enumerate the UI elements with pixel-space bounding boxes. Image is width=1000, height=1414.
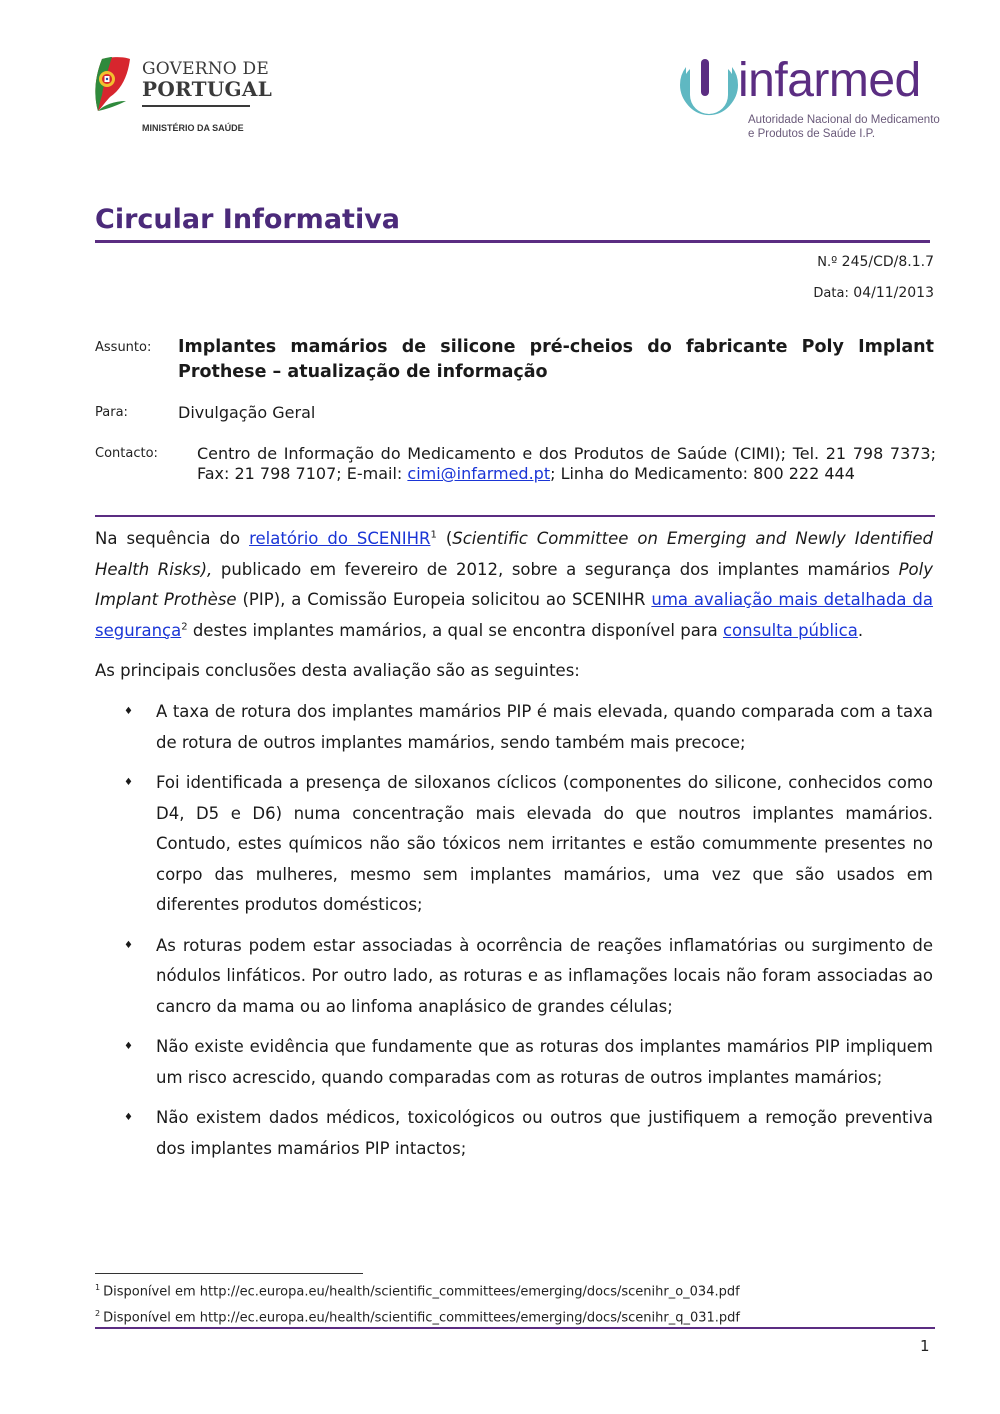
list-item-text: Foi identificada a presença de siloxanos cíclicos (componentes do silicone, conhecidos como D4, D5 e D6) numa concentração mais elevada do que noutros implantes mamários. Contudo, estes químicos não são tóxicos nem irritantes e estão comummente presentes no corpo das mulheres, mesmo sem implantes mamários, uma vez que são usados em diferentes produtos domésticos; [156,773,933,914]
list-item-text: Não existe evidência que fundamente que as roturas dos implantes mamários PIP impliquem um risco acrescido, quando comparadas com as roturas de outros implantes mamários; [156,1037,933,1087]
public-consultation-link[interactable]: consulta pública [722,620,858,640]
infarmed-subtitle-line2: e Produtos de Saúde I.P. [748,128,876,140]
document-number [817,254,934,270]
diamond-bullet-icon: ♦ [124,939,133,951]
infarmed-wordmark: infarmed [738,54,921,107]
diamond-bullet-icon: ♦ [124,1041,133,1052]
list-item [120,697,933,758]
intro-text: publicado em fevereiro de 2012, sobre a segurança dos implantes mamários [212,559,899,579]
footnote-divider [95,1273,363,1274]
para-label: Para: [95,405,128,420]
footnote-number: 1 [95,1283,101,1292]
para-value: Divulgação Geral [178,403,316,422]
footnote-ref-2[interactable]: 2 [181,621,188,632]
footnote-text: Disponível em http://ec.europa.eu/health/scientific_committees/emerging/docs/scenihr_q_031.pdf [103,1310,740,1326]
header-section-divider [95,515,935,517]
intro-text: ( [436,529,453,548]
gov-logo-line1: GOVERNO DE [142,59,269,79]
infarmed-power-mark-icon [676,55,742,121]
list-item [120,768,933,921]
footnote-1 [95,1283,740,1299]
footnote-2 [95,1309,740,1325]
conclusions-list [120,697,933,1174]
title-divider [95,240,930,243]
intro-text: . [857,620,864,640]
date-label: Data: [813,286,849,301]
number-label: N.º [817,255,838,270]
contacto-label: Contacto: [95,446,158,461]
infarmed-subtitle-line1: Autoridade Nacional do Medicamento [748,114,940,126]
footer-divider [95,1327,935,1329]
intro-paragraph [95,524,933,646]
contacto-value [197,444,936,484]
diamond-bullet-icon: ♦ [124,706,133,717]
diamond-bullet-icon: ♦ [124,777,133,788]
intro-text: (PIP), a Comissão Europeia solicitou ao SCENIHR [236,590,652,609]
detailed-evaluation-link[interactable]: uma avaliação mais detalhada da segurança [95,590,934,640]
assunto-label: Assunto: [95,340,152,355]
footnote-text: Disponível em http://ec.europa.eu/health/scientific_committees/emerging/docs/scenihr_o_034.pdf [103,1284,740,1300]
pip-full-name: Poly Implant Prothèse [95,559,933,609]
assunto-value: Implantes mamários de silicone pré-cheios do fabricante Poly Implant Prothese – atualização de informação [178,337,934,382]
list-item-text: A taxa de rotura dos implantes mamários PIP é mais elevada, quando comparada com a taxa de rotura de outros implantes mamários, sendo também mais precoce; [156,702,933,752]
page-title: Circular Informativa [95,204,401,235]
date-value: 04/11/2013 [853,285,934,301]
scenihr-report-link[interactable]: relatório do SCENIHR [249,529,431,548]
list-item [120,1032,933,1093]
list-item-text: Não existem dados médicos, toxicológicos ou outros que justifiquem a remoção preventiva dos implantes mamários PIP intactos; [156,1108,933,1158]
number-value: 245/CD/8.1.7 [841,254,934,270]
contacto-prefix: Centro de Informação do Medicamento e dos Produtos de Saúde (CIMI); Tel. 21 798 7373; Fax: 21 798 7107; E-mail: [197,444,936,483]
intro-text: Na sequência do [95,529,250,548]
gov-logo-line2: PORTUGAL [142,77,273,101]
portugal-emblem-icon [92,55,132,113]
diamond-bullet-icon: ♦ [124,1112,133,1123]
scenihr-full-name: Scientific Committee on Emerging and Newly Identified Health Risks), [95,529,934,579]
contacto-suffix: ; Linha do Medicamento: 800 222 444 [550,464,855,483]
intro-text: destes implantes mamários, a qual se encontra disponível para [187,620,723,640]
list-item [120,1103,933,1164]
gov-logo-divider [142,105,250,107]
gov-logo-ministry: MINISTÉRIO DA SAÚDE [142,123,244,133]
footnote-number: 2 [95,1309,101,1318]
document-date [813,285,934,301]
infarmed-logo [676,55,946,150]
page-number: 1 [920,1337,930,1355]
conclusions-heading: As principais conclusões desta avaliação são as seguintes: [95,661,580,680]
list-item [120,931,933,1023]
footnote-ref-1[interactable]: 1 [430,529,437,541]
infarmed-subtitle [748,113,940,141]
email-link[interactable]: cimi@infarmed.pt [407,464,551,483]
governo-portugal-logo [92,55,273,140]
list-item-text: As roturas podem estar associadas à ocorrência de reações inflamatórias ou surgimento de nódulos linfáticos. Por outro lado, as roturas e as inflamações locais não foram associadas ao cancro da mama ou ao linfoma anaplásico de grandes células; [156,935,933,1016]
